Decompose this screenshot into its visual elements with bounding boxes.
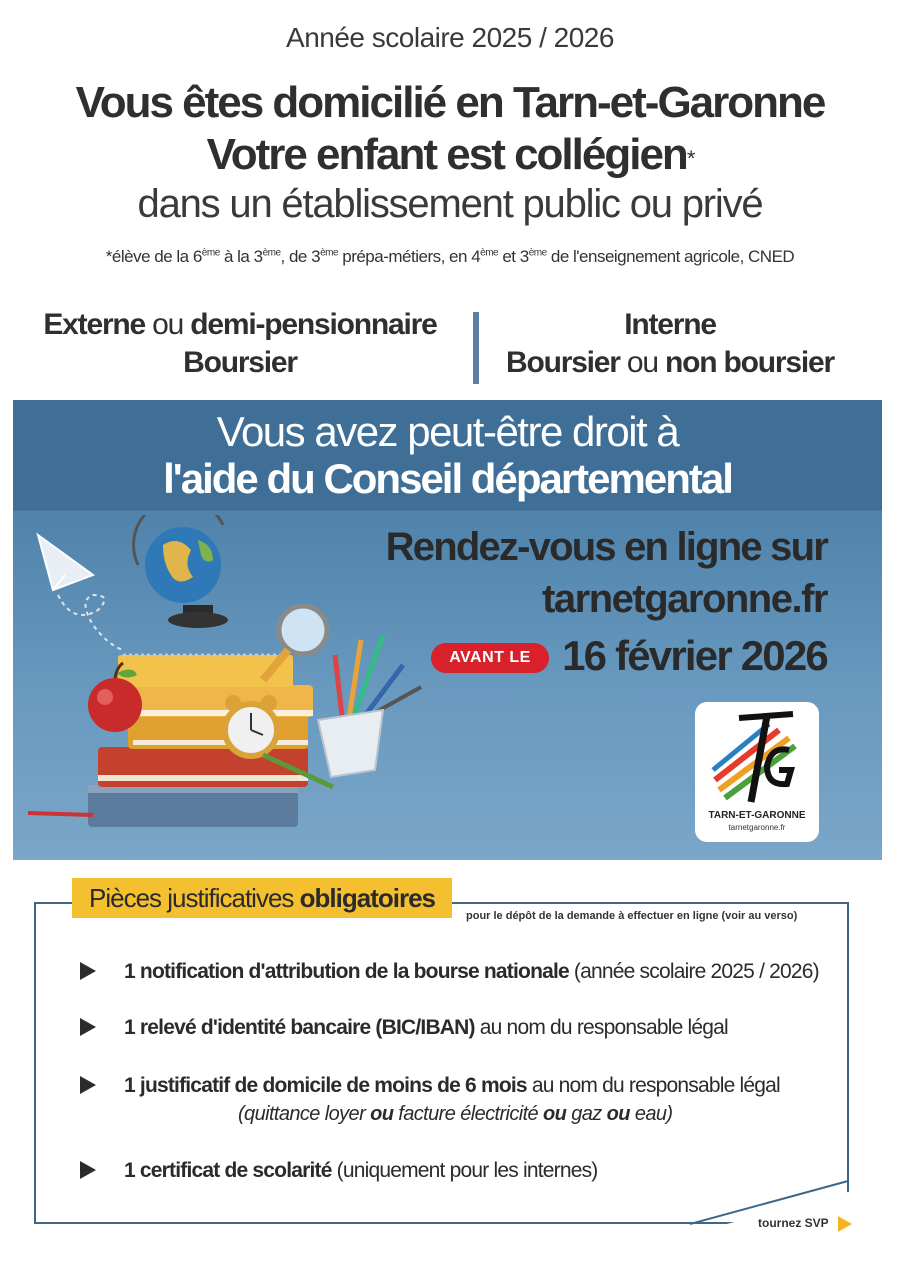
item-rest: (uniquement pour les internes): [331, 1159, 598, 1182]
eligibility-footnote: [0, 247, 900, 267]
bullet-arrow-icon: [80, 1076, 96, 1094]
turn-arrow-icon: [838, 1216, 852, 1232]
category-or: ou: [619, 346, 666, 379]
tarn-et-garonne-logo-icon: [709, 710, 805, 806]
fn-sup: ème: [262, 247, 281, 259]
fn-sup: ème: [528, 247, 547, 259]
bullet-arrow-icon: [80, 1161, 96, 1179]
turn-page-note: tournez SVP: [758, 1216, 829, 1230]
item-bold: 1 certificat de scolarité: [124, 1159, 332, 1182]
school-year: Année scolaire 2025 / 2026: [286, 22, 614, 53]
headline-collegien: [0, 130, 900, 180]
documents-title-a: Pièces justificatives: [88, 883, 300, 913]
bullet-arrow-icon: [80, 962, 96, 980]
domicile-examples: [238, 1103, 672, 1126]
category-nonboursier-label: non boursier: [665, 346, 834, 379]
sub-or: ou: [543, 1103, 567, 1125]
item-bold: 1 justificatif de domicile de moins de 6 mois: [124, 1074, 527, 1097]
sub-part: eau): [629, 1103, 673, 1125]
category-interne: [450, 306, 890, 382]
item-rest: (année scolaire 2025 / 2026): [568, 960, 819, 983]
sub-part: (quittance loyer: [238, 1103, 371, 1125]
aid-banner: [13, 400, 882, 860]
magnifier-icon: [263, 606, 327, 680]
pencil-icon: [28, 813, 93, 815]
pencil-cup-icon: [318, 635, 421, 777]
banner-line1: Vous avez peut-être droit à: [216, 408, 679, 455]
fn-sup: ème: [320, 247, 339, 259]
department-logo: [695, 702, 819, 842]
documents-title: [72, 878, 452, 918]
headline-collegien-text: Votre enfant est collégien: [206, 130, 687, 179]
logo-url: tarnetgaronne.fr: [728, 823, 786, 832]
headline-domicile: Vous êtes domicilié en Tarn-et-Garonne: [75, 78, 825, 127]
fn-part: , de 3: [280, 247, 321, 266]
item-bold: 1 notification d'attribution de la bourse nationale: [124, 960, 569, 983]
item-rest: au nom du responsable légal: [526, 1074, 780, 1097]
apple-icon: [88, 663, 142, 732]
fn-sup: ème: [480, 247, 499, 259]
category-externe-label: Externe: [43, 308, 146, 341]
category-demi-label: demi-pensionnaire: [190, 308, 437, 341]
documents-note: pour le dépôt de la demande à effectuer en ligne (voir au verso): [466, 910, 798, 922]
globe-icon: [134, 515, 228, 628]
asterisk-mark: *: [686, 146, 694, 171]
category-or: ou: [145, 308, 191, 341]
category-externe: [20, 306, 460, 382]
fn-part: prépa-métiers, en 4: [338, 247, 481, 266]
item-rest: au nom du responsable légal: [474, 1016, 728, 1039]
alarm-clock-icon: [225, 695, 277, 756]
documents-title-b: obligatoires: [299, 883, 435, 913]
deadline-date: 16 février 2026: [562, 632, 827, 679]
fn-part: *élève de la 6: [105, 247, 202, 266]
fn-part: de l'enseignement agricole, CNED: [546, 247, 795, 266]
bullet-arrow-icon: [80, 1018, 96, 1036]
fn-part: et 3: [498, 247, 529, 266]
category-interne-label: Interne: [624, 308, 716, 341]
online-instruction: Rendez-vous en ligne sur: [385, 525, 827, 569]
sub-or: ou: [606, 1103, 630, 1125]
sub-part: facture électricité: [393, 1103, 544, 1125]
logo-name: TARN-ET-GARONNE: [708, 810, 806, 821]
category-boursier-label: Boursier: [506, 346, 620, 379]
sub-part: gaz: [566, 1103, 607, 1125]
website-link[interactable]: tarnetgaronne.fr: [542, 577, 827, 621]
paper-plane-icon: [38, 535, 123, 650]
fn-sup: ème: [201, 247, 220, 259]
fn-part: à la 3: [219, 247, 263, 266]
item-bold: 1 relevé d'identité bancaire (BIC/IBAN): [124, 1016, 475, 1039]
headline-establishment: dans un établissement public ou privé: [137, 182, 763, 226]
deadline-badge: AVANT LE: [431, 643, 549, 673]
sub-or: ou: [370, 1103, 394, 1125]
category-boursier-label: Boursier: [183, 346, 297, 379]
banner-line2: l'aide du Conseil départemental: [163, 455, 732, 502]
